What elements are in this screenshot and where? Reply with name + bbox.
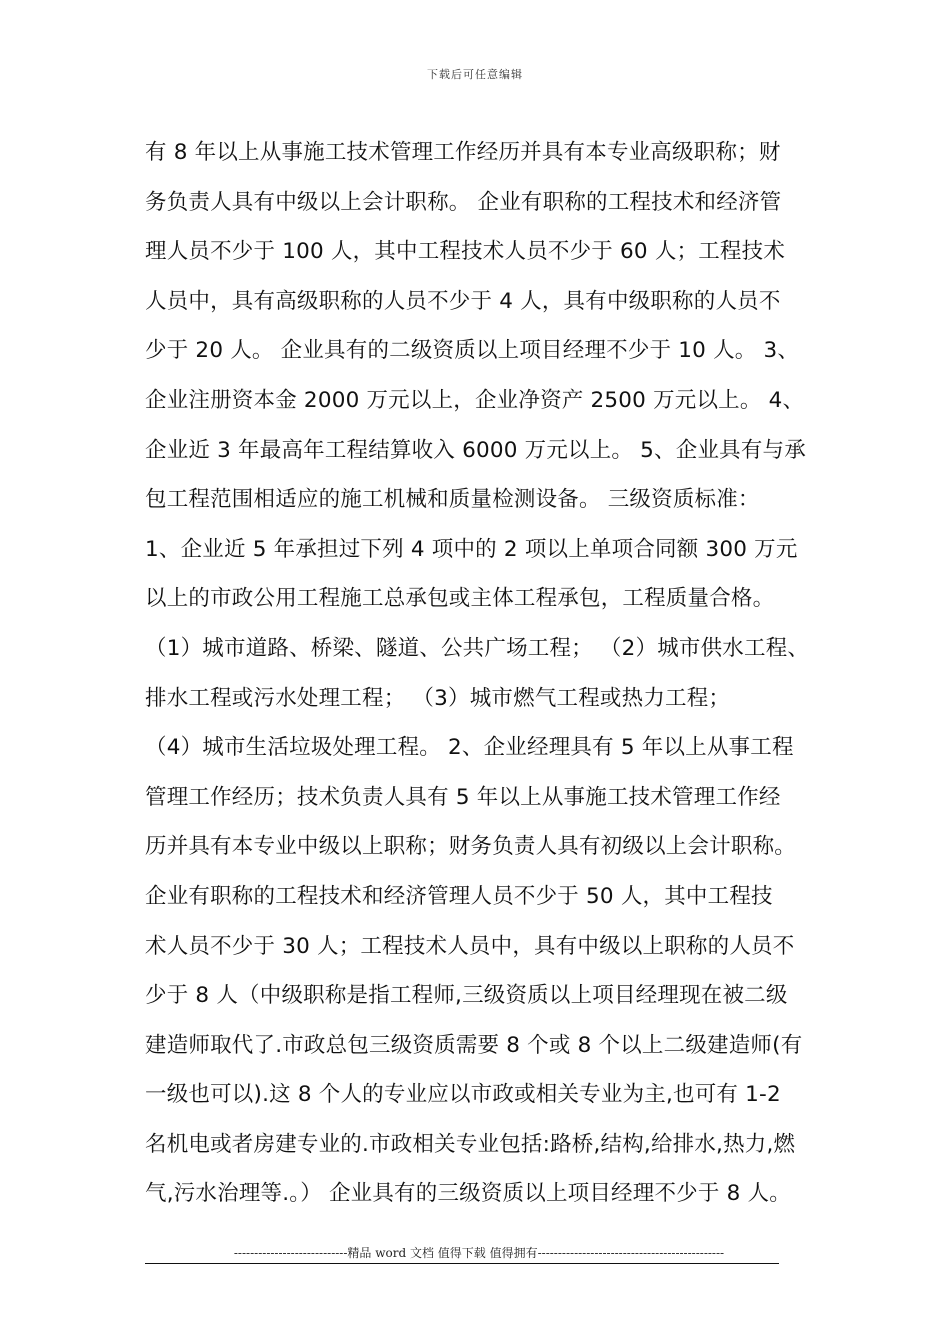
body-line: 人员中，具有高级职称的人员不少于 4 人，具有中级职称的人员不	[145, 288, 781, 314]
body-line: 有 8 年以上从事施工技术管理工作经历并具有本专业高级职称；财	[145, 140, 781, 165]
body-line: （4）城市生活垃圾处理工程。 2、企业经理具有 5 年以上从事工程	[145, 735, 794, 761]
body-line: 包工程范围相适应的施工机械和质量检测设备。 三级资质标准：	[145, 487, 760, 513]
body-line: 务负责人具有中级以上会计职称。 企业有职称的工程技术和经济管	[145, 189, 782, 215]
body-line: 管理工作经历；技术负责人具有 5 年以上从事施工技术管理工作经	[145, 784, 781, 810]
body-line: 1、企业近 5 年承担过下列 4 项中的 2 项以上单项合同额 300 万元	[145, 536, 798, 562]
body-line: 企业近 3 年最高年工程结算收入 6000 万元以上。 5、企业具有与承	[145, 437, 806, 463]
body-line: 以上的市政公用工程施工总承包或主体工程承包，工程质量合格。	[145, 586, 775, 612]
body-line: 一级也可以).这 8 个人的专业应以市政或相关专业为主,也可有 1-2	[145, 1082, 781, 1108]
body-line: 企业注册资本金 2000 万元以上，企业净资产 2500 万元以上。 4、	[145, 387, 805, 413]
body-line: 名机电或者房建专业的.市政相关专业包括:路桥,结构,给排水,热力,燃	[145, 1131, 796, 1157]
document-body	[145, 128, 813, 1219]
body-line: 排水工程或污水处理工程； （3）城市燃气工程或热力工程；	[145, 685, 731, 711]
body-line: 理人员不少于 100 人，其中工程技术人员不少于 60 人；工程技术	[145, 239, 786, 265]
page-header: 下载后可任意编辑	[427, 68, 523, 81]
body-line: 气,污水治理等.。） 企业具有的三级资质以上项目经理不少于 8 人。	[145, 1181, 791, 1207]
footer-divider	[145, 1263, 779, 1264]
body-line: 历并具有本专业中级以上职称；财务负责人具有初级以上会计职称。	[145, 834, 797, 860]
body-line: 建造师取代了.市政总包三级资质需要 8 个或 8 个以上二级建造师(有	[145, 1032, 803, 1058]
body-line: 少于 20 人。 企业具有的二级资质以上项目经理不少于 10 人。 3、	[145, 338, 800, 364]
body-line: （1）城市道路、桥梁、隧道、公共广场工程； （2）城市供水工程、	[145, 635, 810, 661]
page-footer: ----------------------------精品 word 文档 值得下载 值得拥有----------------------------------------------	[233, 1246, 725, 1260]
body-line: 企业有职称的工程技术和经济管理人员不少于 50 人，其中工程技	[145, 883, 773, 909]
body-line: 术人员不少于 30 人；工程技术人员中，具有中级以上职称的人员不	[145, 933, 795, 959]
body-line: 少于 8 人（中级职称是指工程师,三级资质以上项目经理现在被二级	[145, 983, 788, 1009]
